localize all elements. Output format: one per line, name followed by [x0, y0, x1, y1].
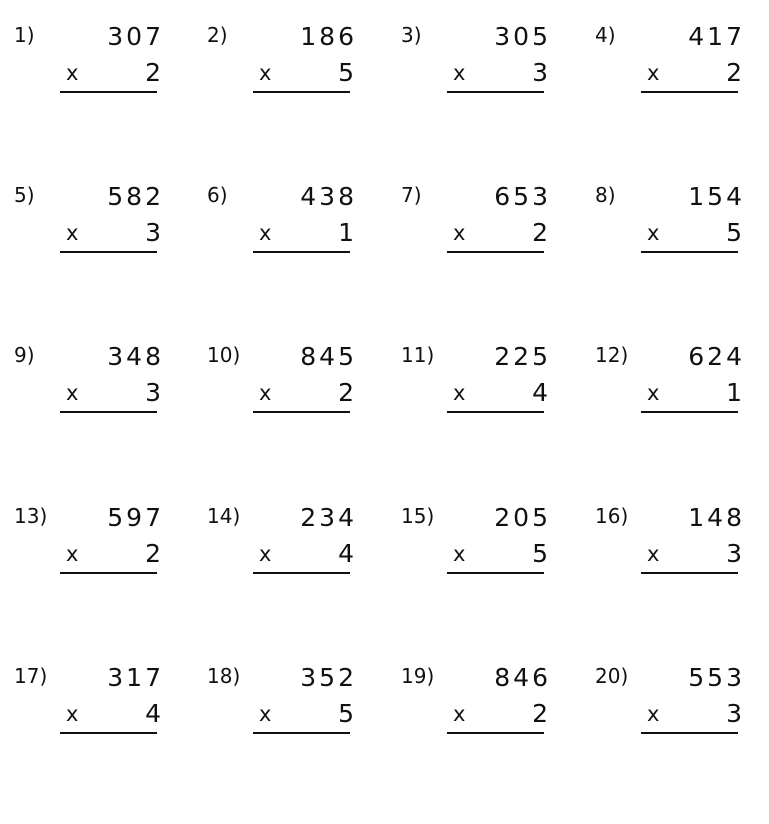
answer-line: [447, 91, 544, 93]
multiplier: 3: [145, 378, 161, 407]
answer-line: [641, 572, 738, 574]
problem-number-label: 11): [401, 343, 435, 367]
multiplicand: 597: [107, 503, 164, 532]
problem-number-label: 18): [207, 664, 241, 688]
problem-number-label: 10): [207, 343, 241, 367]
answer-line: [447, 411, 544, 413]
problem-number-label: 2): [207, 23, 228, 47]
problem-2: [207, 22, 367, 122]
answer-line: [447, 732, 544, 734]
multiply-sign: x: [453, 221, 466, 245]
problem-number-label: 12): [595, 343, 629, 367]
multiply-sign: x: [453, 542, 466, 566]
multiply-sign: x: [453, 702, 466, 726]
answer-line: [60, 732, 157, 734]
multiplier: 1: [726, 378, 742, 407]
answer-line: [253, 572, 350, 574]
multiplier: 3: [532, 58, 548, 87]
multiplier: 4: [145, 699, 161, 728]
problem-number-label: 16): [595, 504, 629, 528]
multiplicand: 352: [300, 663, 357, 692]
multiply-sign: x: [647, 381, 660, 405]
answer-line: [60, 91, 157, 93]
problem-number-label: 17): [14, 664, 48, 688]
multiplicand: 205: [494, 503, 551, 532]
answer-line: [641, 91, 738, 93]
multiply-sign: x: [66, 542, 79, 566]
multiplier: 5: [532, 539, 548, 568]
multiplicand: 846: [494, 663, 551, 692]
problem-number-label: 1): [14, 23, 35, 47]
problem-number-label: 15): [401, 504, 435, 528]
problem-5: [14, 182, 174, 282]
answer-line: [60, 572, 157, 574]
multiplier: 5: [726, 218, 742, 247]
multiplicand: 186: [300, 22, 357, 51]
problem-13: [14, 503, 174, 603]
multiply-sign: x: [647, 702, 660, 726]
multiplier: 4: [338, 539, 354, 568]
answer-line: [641, 732, 738, 734]
multiplier: 1: [338, 218, 354, 247]
multiplicand: 305: [494, 22, 551, 51]
multiplicand: 348: [107, 342, 164, 371]
problem-8: [595, 182, 755, 282]
problem-number-label: 13): [14, 504, 48, 528]
multiplicand: 307: [107, 22, 164, 51]
multiplier: 3: [145, 218, 161, 247]
problem-7: [401, 182, 561, 282]
answer-line: [641, 251, 738, 253]
answer-line: [60, 411, 157, 413]
problem-1: [14, 22, 174, 122]
multiplicand: 148: [688, 503, 745, 532]
answer-line: [253, 251, 350, 253]
multiply-sign: x: [259, 702, 272, 726]
problem-number-label: 8): [595, 183, 616, 207]
problem-number-label: 4): [595, 23, 616, 47]
multiplicand: 553: [688, 663, 745, 692]
multiply-sign: x: [259, 61, 272, 85]
problem-16: [595, 503, 755, 603]
problem-20: [595, 663, 755, 763]
problem-17: [14, 663, 174, 763]
multiplier: 3: [726, 699, 742, 728]
problem-10: [207, 342, 367, 442]
problem-number-label: 9): [14, 343, 35, 367]
multiplier: 4: [532, 378, 548, 407]
multiply-sign: x: [66, 61, 79, 85]
multiplicand: 582: [107, 182, 164, 211]
multiply-sign: x: [453, 61, 466, 85]
problem-6: [207, 182, 367, 282]
multiplicand: 225: [494, 342, 551, 371]
problem-3: [401, 22, 561, 122]
multiply-sign: x: [647, 221, 660, 245]
problem-12: [595, 342, 755, 442]
answer-line: [253, 732, 350, 734]
multiply-sign: x: [453, 381, 466, 405]
multiply-sign: x: [647, 61, 660, 85]
answer-line: [253, 91, 350, 93]
problem-number-label: 3): [401, 23, 422, 47]
multiplier: 2: [145, 58, 161, 87]
multiply-sign: x: [647, 542, 660, 566]
multiplier: 3: [726, 539, 742, 568]
multiplier: 2: [145, 539, 161, 568]
multiplier: 5: [338, 699, 354, 728]
multiplicand: 438: [300, 182, 357, 211]
problem-number-label: 7): [401, 183, 422, 207]
multiply-sign: x: [66, 221, 79, 245]
multiplicand: 317: [107, 663, 164, 692]
problem-18: [207, 663, 367, 763]
multiplier: 2: [532, 218, 548, 247]
problem-number-label: 19): [401, 664, 435, 688]
multiplicand: 154: [688, 182, 745, 211]
multiplicand: 624: [688, 342, 745, 371]
multiply-sign: x: [66, 702, 79, 726]
multiplier: 2: [726, 58, 742, 87]
multiply-sign: x: [66, 381, 79, 405]
multiplicand: 234: [300, 503, 357, 532]
problem-number-label: 6): [207, 183, 228, 207]
answer-line: [447, 572, 544, 574]
multiply-sign: x: [259, 221, 272, 245]
multiplicand: 417: [688, 22, 745, 51]
answer-line: [60, 251, 157, 253]
multiplicand: 653: [494, 182, 551, 211]
answer-line: [641, 411, 738, 413]
problem-number-label: 14): [207, 504, 241, 528]
problem-number-label: 5): [14, 183, 35, 207]
multiplicand: 845: [300, 342, 357, 371]
problem-15: [401, 503, 561, 603]
multiply-sign: x: [259, 381, 272, 405]
problem-14: [207, 503, 367, 603]
multiply-sign: x: [259, 542, 272, 566]
problem-number-label: 20): [595, 664, 629, 688]
problem-4: [595, 22, 755, 122]
problem-9: [14, 342, 174, 442]
answer-line: [253, 411, 350, 413]
multiplier: 2: [338, 378, 354, 407]
problem-19: [401, 663, 561, 763]
problem-11: [401, 342, 561, 442]
multiplier: 5: [338, 58, 354, 87]
multiplier: 2: [532, 699, 548, 728]
answer-line: [447, 251, 544, 253]
